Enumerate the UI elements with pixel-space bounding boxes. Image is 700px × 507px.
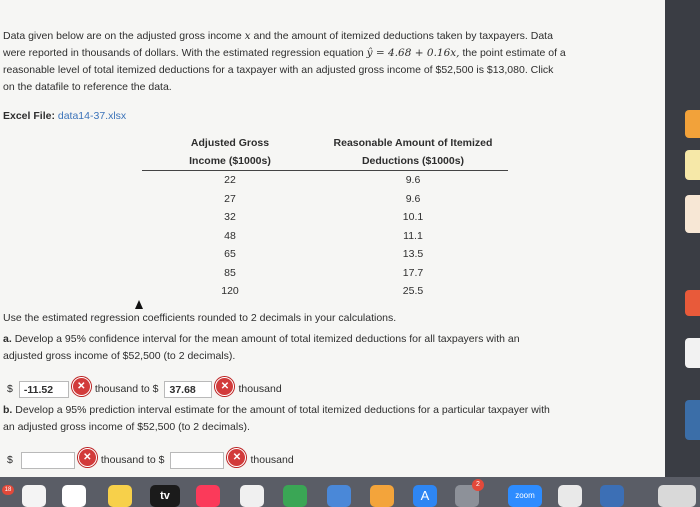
intro-line3: reasonable level of total itemized deductions for a taxpayer with an adjusted gross income of $52,500 is $13,080. Click: [3, 64, 554, 76]
income-cell: 65: [224, 248, 236, 261]
table-row: [142, 190, 508, 209]
table-row: [142, 227, 508, 246]
deduction-cell: 17.7: [402, 266, 424, 279]
intro-paragraph: [3, 28, 658, 96]
trash-icon[interactable]: [658, 485, 696, 507]
table-row: [142, 264, 508, 283]
side-tab-yellow[interactable]: [685, 150, 700, 180]
pages-icon[interactable]: [370, 485, 394, 507]
side-tab-cream[interactable]: [685, 195, 700, 233]
income-cell: 32: [224, 211, 236, 224]
deduction-cell: 11.1: [403, 229, 423, 242]
dollar-sign: $: [7, 383, 13, 395]
incorrect-icon: ✕: [215, 377, 234, 396]
dollar-sign: $: [7, 454, 13, 466]
var-x: x: [244, 30, 251, 42]
deduction-cell: 10.1: [402, 211, 424, 224]
mouse-cursor-icon: [135, 300, 143, 309]
news-icon[interactable]: [240, 485, 264, 507]
excel-file-label: Excel File:: [3, 110, 55, 122]
part-a-text2: adjusted gross income of $52,500 (to 2 decimals).: [3, 350, 236, 362]
table-row: [142, 245, 508, 264]
part-b-question: [3, 402, 658, 436]
notes-icon[interactable]: [108, 485, 132, 507]
regression-equation: ŷ = 4.68 + 0.16x,: [366, 47, 460, 59]
numbers-icon[interactable]: [283, 485, 307, 507]
part-b-text: Develop a 95% prediction interval estimate for the amount of total itemized deductions for a particular taxpayer with: [15, 404, 550, 416]
part-b-lower-input[interactable]: [21, 452, 75, 469]
table-row: [142, 171, 508, 190]
intro-line4: on the datafile to reference the data.: [3, 81, 172, 93]
notification-badge: 2: [472, 479, 484, 491]
part-b-label: b.: [3, 404, 13, 416]
incorrect-icon: ✕: [72, 377, 91, 396]
intro-line2: were reported in thousands of dollars. With the estimated regression equation: [3, 47, 364, 59]
side-tab-red[interactable]: [685, 290, 700, 316]
intro-line2b: the point estimate of a: [462, 47, 566, 59]
calculator-icon[interactable]: [558, 485, 582, 507]
part-a-end-text: thousand: [238, 383, 282, 395]
incorrect-icon: ✕: [227, 448, 246, 467]
deduction-cell: 9.6: [405, 192, 421, 205]
table-row: [142, 282, 508, 301]
part-b-end-text: thousand: [250, 454, 294, 466]
income-cell: 85: [224, 266, 236, 279]
zoom-app-icon[interactable]: zoom: [508, 485, 542, 507]
reminders-icon[interactable]: [22, 485, 46, 507]
part-a-upper-input[interactable]: 37.68: [164, 381, 212, 398]
app-store-icon[interactable]: A: [413, 485, 437, 507]
part-b-answer-row: [3, 449, 294, 471]
side-tab-blue[interactable]: [685, 400, 700, 440]
part-a-mid-text: thousand to $: [94, 383, 159, 395]
income-cell: 22: [224, 174, 236, 187]
part-b-text2: an adjusted gross income of $52,500 (to 2 decimals).: [3, 421, 250, 433]
part-a-text: Develop a 95% confidence interval for the mean amount of total itemized deductions for all taxpayers with an: [14, 333, 520, 345]
deduction-cell: 13.5: [402, 248, 424, 261]
col2-header-line2: Deductions ($1000s): [318, 152, 508, 171]
part-b-upper-input[interactable]: [170, 452, 224, 469]
income-cell: 27: [224, 192, 236, 205]
preview-icon[interactable]: [600, 485, 624, 507]
calendar-badge: 18: [2, 485, 14, 495]
keynote-icon[interactable]: [327, 485, 351, 507]
side-tab-white[interactable]: [685, 338, 700, 368]
income-cell: 48: [224, 229, 236, 242]
part-b-mid-text: thousand to $: [100, 454, 165, 466]
deduction-cell: 25.5: [402, 285, 424, 298]
deduction-cell: 9.6: [405, 174, 421, 187]
income-cell: 120: [221, 285, 239, 298]
table-row: [142, 208, 508, 227]
col1-header-line2: Income ($1000s): [142, 152, 318, 171]
part-a-question: [3, 331, 658, 365]
data-table: [142, 134, 508, 301]
col1-header-line1: Adjusted Gross: [190, 137, 270, 149]
instruction-text: Use the estimated regression coefficients rounded to 2 decimals in your calculations.: [3, 312, 397, 324]
notes-list-icon[interactable]: [62, 485, 86, 507]
excel-file-line: [3, 108, 658, 125]
music-icon[interactable]: [196, 485, 220, 507]
apple-tv-icon[interactable]: tv: [150, 485, 180, 507]
intro-line1: Data given below are on the adjusted gross income: [3, 30, 242, 42]
dock: [0, 477, 700, 507]
part-a-label: a.: [3, 333, 12, 345]
col2-header-line1: Reasonable Amount of Itemized: [333, 137, 493, 149]
side-tab-orange[interactable]: [685, 110, 700, 138]
intro-line1b: and the amount of itemized deductions taken by taxpayers. Data: [253, 30, 553, 42]
part-a-lower-input[interactable]: -11.52: [19, 381, 69, 398]
incorrect-icon: ✕: [78, 448, 97, 467]
excel-file-link[interactable]: data14-37.xlsx: [57, 110, 127, 122]
part-a-answer-row: [3, 378, 282, 400]
